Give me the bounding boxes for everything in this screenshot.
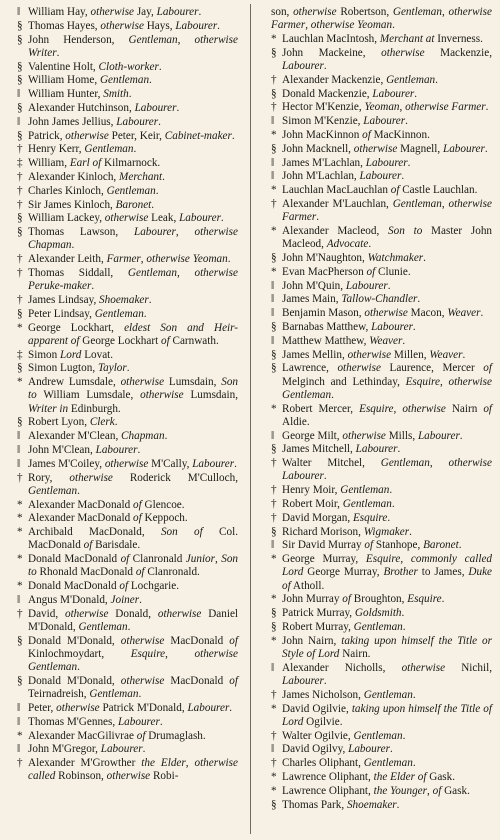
entry-text: John M'Lachlan, Labourer. <box>282 170 405 183</box>
left-entry <box>6 143 238 156</box>
entry-text: Robert Murray, Gentleman. <box>282 620 406 633</box>
entry-marker: § <box>17 226 23 239</box>
entry-marker: ‖ <box>17 115 21 128</box>
entry-marker: * <box>271 784 277 797</box>
entry-text: Charles Kinloch, Gentleman. <box>28 184 159 197</box>
entry-text: Simon M'Kenzie, Labourer. <box>282 115 408 128</box>
left-entry <box>6 308 238 321</box>
entry-marker: ‖ <box>17 6 21 18</box>
entry-marker: § <box>271 525 277 538</box>
entry-text: Donald Mackenzie, Labourer. <box>282 87 418 100</box>
right-entry <box>260 280 492 293</box>
entry-marker: § <box>17 74 23 87</box>
entry-text: Donald MacDonald of Lochgarie. <box>28 580 179 593</box>
left-entry <box>6 61 238 74</box>
entry-text: James M'Coiley, otherwise M'Cally, Labourer. <box>28 457 237 470</box>
entry-marker: § <box>17 129 23 142</box>
entry-text: John Henderson, Gentleman, otherwise Writer. <box>28 33 238 59</box>
right-entry <box>260 689 492 702</box>
entry-marker: † <box>271 729 277 742</box>
entry-marker: ‖ <box>271 334 275 347</box>
entry-marker: * <box>17 376 23 389</box>
entry-marker: § <box>17 307 23 320</box>
entry-text: John M'Clean, Labourer. <box>28 443 141 456</box>
entry-marker: § <box>17 362 23 375</box>
entry-marker: § <box>271 443 277 456</box>
entry-text: Thomas M'Gennes, Labourer. <box>28 715 163 728</box>
entry-marker: † <box>17 607 23 620</box>
left-entry <box>6 635 238 675</box>
entry-text: Alexander MacDonald of Glencoe. <box>28 498 185 511</box>
entry-text: Alexander MacDonald of Keppoch. <box>28 512 188 525</box>
entry-marker: * <box>271 224 277 237</box>
entry-marker: § <box>17 674 23 687</box>
entry-marker: § <box>271 320 277 333</box>
left-entry <box>6 743 238 756</box>
left-entry <box>6 34 238 60</box>
entry-text: Patrick, otherwise Peter, Keir, Cabinet-maker. <box>28 129 235 142</box>
right-entry <box>260 512 492 525</box>
entry-marker: § <box>271 798 277 811</box>
entry-marker: * <box>271 128 277 141</box>
entry-text: Robert Lyon, Clerk. <box>28 416 118 429</box>
right-entry <box>260 743 492 756</box>
left-entry <box>6 88 238 101</box>
right-entry <box>260 101 492 114</box>
entry-text: Rory, otherwise Roderick M'Culloch, Gentleman. <box>28 471 238 497</box>
left-entry <box>6 553 238 579</box>
entry-text: David Ogilvie, taking upon himself the Title of Lord Ogilvie. <box>282 702 493 728</box>
left-entry <box>6 376 238 416</box>
entry-text: John MacKinnon of MacKinnon. <box>282 128 430 141</box>
entry-marker: † <box>271 101 277 114</box>
entry-text: Alexander Hutchinson, Labourer. <box>28 101 180 114</box>
entry-marker: § <box>17 60 23 73</box>
right-entry <box>260 143 492 156</box>
entry-marker: † <box>271 757 277 770</box>
left-entry <box>6 499 238 512</box>
right-entry <box>260 47 492 73</box>
right-entry <box>260 198 492 224</box>
right-entry <box>260 457 492 483</box>
entry-text: Simon Lord Lovat. <box>28 348 114 361</box>
entry-text: William, Earl of Kilmarnock. <box>28 157 161 170</box>
entry-marker: § <box>271 348 277 361</box>
left-entry <box>6 362 238 375</box>
right-entry <box>260 484 492 497</box>
entry-text: John Nairn, taking upon himself the Title or Style of Lord Nairn. <box>282 634 493 660</box>
left-entry <box>6 294 238 307</box>
right-entry <box>260 362 492 402</box>
entry-marker: ‖ <box>271 743 275 756</box>
right-entry <box>260 88 492 101</box>
entry-marker: * <box>17 498 23 511</box>
entry-marker: ‡ <box>17 348 23 361</box>
entry-marker: ‖ <box>271 293 275 306</box>
right-entry <box>260 498 492 511</box>
entry-text: Peter Lindsay, Gentleman. <box>28 307 147 320</box>
entry-text: Donald M'Donald, otherwise MacDonald of Teirnadreish, Gentleman. <box>28 674 238 701</box>
entry-text: George Murray, Esquire, commonly called Lord George Murray, Brother to James, Duke of Atholl. <box>282 553 493 592</box>
entry-text: Alexander Mackenzie, Gentleman. <box>282 73 438 86</box>
entry-marker: † <box>271 688 277 701</box>
right-entry <box>260 635 492 661</box>
left-entry <box>6 171 238 184</box>
entry-marker: † <box>17 184 23 197</box>
left-entry <box>6 212 238 225</box>
left-entry <box>6 580 238 593</box>
entry-text: Sir James Kinloch, Baronet. <box>28 198 155 211</box>
entry-marker: * <box>271 402 277 415</box>
entry-marker: ‖ <box>17 88 21 101</box>
entry-text: Donald MacDonald of Clanronald Junior, Son to Rhonald MacDonald of Clanronald. <box>28 553 238 579</box>
entry-text: John Mackeine, otherwise Mackenzie, Labourer. <box>282 46 492 72</box>
left-entry <box>6 102 238 115</box>
entry-marker: * <box>271 593 277 606</box>
entry-text: Lauchlan MacLauchlan of Castle Lauchlan. <box>282 184 478 197</box>
entry-marker: ‡ <box>17 157 23 170</box>
right-entry <box>260 307 492 320</box>
entry-text: Patrick Murray, Goldsmith. <box>282 607 405 620</box>
entry-text: Walter Ogilvie, Gentleman. <box>282 729 406 742</box>
entry-marker: † <box>271 497 277 510</box>
entry-marker: ‖ <box>271 307 275 320</box>
entry-text: William Home, Gentleman. <box>28 74 152 87</box>
entry-marker: § <box>17 101 23 114</box>
entry-marker: § <box>271 142 277 155</box>
left-entry <box>6 157 238 170</box>
entry-text: Richard Morison, Wigmaker. <box>282 525 412 538</box>
entry-text: Lawrence Oliphant, the Younger, of Gask. <box>282 784 470 797</box>
entry-marker: § <box>271 87 277 100</box>
entry-text: Lawrence, otherwise Laurence, Mercer of Melginch and Lethinday, Esquire, otherwise Gentleman. <box>282 362 492 401</box>
left-entry <box>6 267 238 293</box>
entry-text: Charles Oliphant, Gentleman. <box>282 757 416 770</box>
entry-text: William Hunter, Smith. <box>28 88 132 101</box>
right-entry <box>260 321 492 334</box>
entry-marker: ‖ <box>271 661 275 674</box>
column-divider <box>250 4 251 834</box>
right-entry <box>260 593 492 606</box>
right-entry <box>260 349 492 362</box>
entry-marker: ‖ <box>17 715 21 728</box>
left-entry <box>6 74 238 87</box>
left-column <box>6 6 238 784</box>
entry-text: Angus M'Donald, Joiner. <box>28 593 142 606</box>
entry-text: George Milt, otherwise Mills, Labourer. <box>282 429 463 442</box>
entry-marker: † <box>271 73 277 86</box>
left-entry <box>6 185 238 198</box>
entry-text: Thomas Siddall, Gentleman, otherwise Peruke-maker. <box>28 266 238 293</box>
entry-text: David Ogilvy, Labourer. <box>282 743 393 756</box>
entry-text: Evan MacPherson of Clunie. <box>282 265 411 278</box>
left-entry <box>6 6 238 19</box>
left-entry <box>6 675 238 701</box>
entry-text: Sir David Murray of Stanhope, Baronet. <box>282 539 462 552</box>
left-entry <box>6 116 238 129</box>
entry-text: Alexander Nicholls, otherwise Nichil, Labourer. <box>282 661 492 687</box>
left-entry <box>6 757 238 783</box>
left-entry <box>6 20 238 33</box>
right-entry <box>260 703 492 729</box>
right-entry <box>260 430 492 443</box>
right-entry <box>260 757 492 770</box>
entry-marker: ‖ <box>271 115 275 128</box>
entry-marker: † <box>17 143 23 156</box>
entry-marker: † <box>17 170 23 183</box>
right-column <box>260 6 492 812</box>
entry-marker: § <box>271 362 277 375</box>
entry-marker: † <box>17 253 23 266</box>
right-entry <box>260 252 492 265</box>
entry-text: Alexander MacGilivrae of Drumaglash. <box>28 729 206 742</box>
entry-text: Lauchlan MacIntosh, Merchant at Inverness. <box>282 33 483 45</box>
entry-text: Alexander M'Lauchlan, Gentleman, otherwise Farmer. <box>282 197 492 224</box>
left-entry <box>6 512 238 525</box>
left-entry <box>6 730 238 743</box>
entry-marker: † <box>17 471 23 484</box>
entry-text: Alexander M'Clean, Chapman. <box>28 430 168 443</box>
entry-text: Barnabas Matthew, Labourer. <box>282 320 416 333</box>
entry-marker: † <box>17 198 23 211</box>
left-entry <box>6 594 238 607</box>
entry-marker: * <box>271 634 277 647</box>
left-entry <box>6 349 238 362</box>
entry-marker: § <box>271 620 277 633</box>
entry-marker: * <box>271 702 277 715</box>
left-entry <box>6 199 238 212</box>
entry-marker: ‖ <box>17 593 21 606</box>
entry-marker: * <box>271 265 277 278</box>
entry-marker: † <box>17 293 23 306</box>
right-entry <box>260 74 492 87</box>
left-entry <box>6 130 238 143</box>
right-entry <box>260 553 492 593</box>
entry-text: David Morgan, Esquire. <box>282 511 391 524</box>
entry-text: James Mellin, otherwise Millen, Weaver. <box>282 348 466 361</box>
right-entry <box>260 785 492 798</box>
entry-marker: § <box>17 19 23 32</box>
left-entry <box>6 416 238 429</box>
left-entry <box>6 716 238 729</box>
entry-text: Henry Moir, Gentleman. <box>282 484 393 497</box>
entry-text: son, otherwise Robertson, Gentleman, otherwise Farmer, otherwise Yeoman. <box>271 6 492 32</box>
left-entry <box>6 430 238 443</box>
entry-marker: ‖ <box>17 457 21 470</box>
right-entry <box>260 730 492 743</box>
entry-marker: § <box>271 607 277 620</box>
left-entry <box>6 444 238 457</box>
entry-marker: * <box>271 770 277 783</box>
entry-marker: † <box>271 457 277 470</box>
entry-text: William Hay, otherwise Jay, Labourer. <box>28 6 202 18</box>
right-entry <box>260 115 492 128</box>
entry-marker: ‖ <box>271 156 275 169</box>
entry-marker: ‖ <box>17 430 21 443</box>
entry-text: Valentine Holt, Cloth-worker. <box>28 60 162 73</box>
entry-marker: § <box>17 634 23 647</box>
entry-marker: ‖ <box>17 701 21 714</box>
right-entry <box>260 293 492 306</box>
entry-text: Lawrence Oliphant, the Elder of Gask. <box>282 770 456 783</box>
entry-text: John Murray of Broughton, Esquire. <box>282 593 445 606</box>
left-entry <box>6 702 238 715</box>
entry-marker: § <box>271 251 277 264</box>
right-entry <box>260 6 492 32</box>
entry-marker: * <box>17 729 23 742</box>
entry-marker: § <box>17 33 23 46</box>
entry-text: James Nicholson, Gentleman. <box>282 688 416 701</box>
right-entry <box>260 526 492 539</box>
entry-text: John Macknell, otherwise Magnell, Labourer. <box>282 142 488 155</box>
left-entry <box>6 458 238 471</box>
entry-text: John M'Gregor, Labourer. <box>28 743 146 756</box>
right-entry <box>260 157 492 170</box>
entry-text: John M'Quin, Labourer. <box>282 279 391 292</box>
entry-marker: § <box>271 46 277 59</box>
entry-text: Alexander Leith, Farmer, otherwise Yeoman. <box>28 253 231 266</box>
entry-text: Walter Mitchel, Gentleman, otherwise Labourer. <box>282 457 492 483</box>
left-entry <box>6 472 238 498</box>
entry-marker: ‖ <box>17 743 21 756</box>
left-entry <box>6 608 238 634</box>
left-entry <box>6 226 238 252</box>
right-entry <box>260 225 492 251</box>
entry-marker: * <box>271 184 277 197</box>
entry-text: Robert Moir, Gentleman. <box>282 497 395 510</box>
entry-marker: * <box>17 321 23 334</box>
left-entry <box>6 322 238 348</box>
entry-marker: ‖ <box>271 170 275 183</box>
entry-marker: ‖ <box>271 279 275 292</box>
entry-marker: † <box>17 266 23 279</box>
entry-text: Peter, otherwise Patrick M'Donald, Labourer. <box>28 701 233 714</box>
left-entry <box>6 526 238 552</box>
entry-marker: * <box>271 33 277 45</box>
entry-marker: * <box>271 553 277 566</box>
right-entry <box>260 170 492 183</box>
entry-text: Robert Mercer, Esquire, otherwise Nairn of Aldie. <box>282 402 493 428</box>
right-entry <box>260 607 492 620</box>
entry-text: Henry Kerr, Gentleman. <box>28 143 137 156</box>
entry-marker: † <box>17 757 23 770</box>
entry-text: Alexander Kinloch, Merchant. <box>28 170 165 183</box>
right-entry <box>260 129 492 142</box>
entry-text: James Lindsay, Shoemaker. <box>28 293 152 306</box>
entry-text: Andrew Lumsdale, otherwise Lumsdain, Son to William Lumsdale, otherwise Lumsdain, Writer in Edinburgh. <box>28 376 239 415</box>
entry-marker: ‖ <box>271 429 275 442</box>
entry-text: David, otherwise Donald, otherwise Daniel M'Donald, Gentleman. <box>28 607 239 633</box>
entry-text: Benjamin Mason, otherwise Macon, Weaver. <box>282 307 484 320</box>
right-entry <box>260 539 492 552</box>
entry-text: Thomas Lawson, Labourer, otherwise Chapman. <box>28 226 238 252</box>
right-entry <box>260 662 492 688</box>
entry-text: John James Jellius, Labourer. <box>28 115 161 128</box>
left-entry <box>6 253 238 266</box>
entry-text: Thomas Park, Shoemaker. <box>282 798 400 811</box>
entry-marker: * <box>17 526 23 539</box>
right-entry <box>260 621 492 634</box>
entry-text: George Lockhart, eldest Son and Heir-apparent of George Lockhart of Carnwath. <box>28 321 238 347</box>
right-entry <box>260 403 492 429</box>
entry-text: Archibald MacDonald, Son of Col. MacDonald of Barisdale. <box>28 526 239 552</box>
entry-text: Alexander Macleod, Son to Master John Macleod, Advocate. <box>282 224 493 251</box>
right-entry <box>260 184 492 197</box>
right-entry <box>260 443 492 456</box>
entry-marker: * <box>17 553 23 566</box>
entry-text: Simon Lugton, Taylor. <box>28 362 130 375</box>
entry-marker: ‖ <box>271 539 275 552</box>
right-entry <box>260 799 492 812</box>
right-entry <box>260 33 492 46</box>
entry-text: Donald M'Donald, otherwise MacDonald of Kinlochmoydart, Esquire, otherwise Gentleman. <box>28 634 239 674</box>
entry-text: Hector M'Kenzie, Yeoman, otherwise Farmer. <box>282 101 489 114</box>
right-entry <box>260 266 492 279</box>
entry-text: Matthew Matthew, Weaver. <box>282 334 406 347</box>
entry-marker: ‖ <box>17 443 21 456</box>
entry-text: Alexander M'Growther the Elder, otherwise called Robinson, otherwise Robi- <box>28 757 238 783</box>
entry-text: James Mitchell, Labourer. <box>282 443 401 456</box>
entry-marker: * <box>17 512 23 525</box>
entry-marker: § <box>17 416 23 429</box>
entry-text: James M'Lachlan, Labourer. <box>282 156 411 169</box>
entry-marker: † <box>271 511 277 524</box>
entry-text: James Main, Tallow-Chandler. <box>282 293 421 306</box>
entry-marker: † <box>271 197 277 210</box>
right-entry <box>260 335 492 348</box>
entry-marker: * <box>17 580 23 593</box>
entry-text: William Lackey, otherwise Leak, Labourer. <box>28 212 224 225</box>
entry-text: Thomas Hayes, otherwise Hays, Labourer. <box>28 19 220 32</box>
entry-marker: § <box>17 212 23 225</box>
entry-marker: † <box>271 484 277 497</box>
right-entry <box>260 771 492 784</box>
entry-text: John M'Naughton, Watchmaker. <box>282 251 426 264</box>
